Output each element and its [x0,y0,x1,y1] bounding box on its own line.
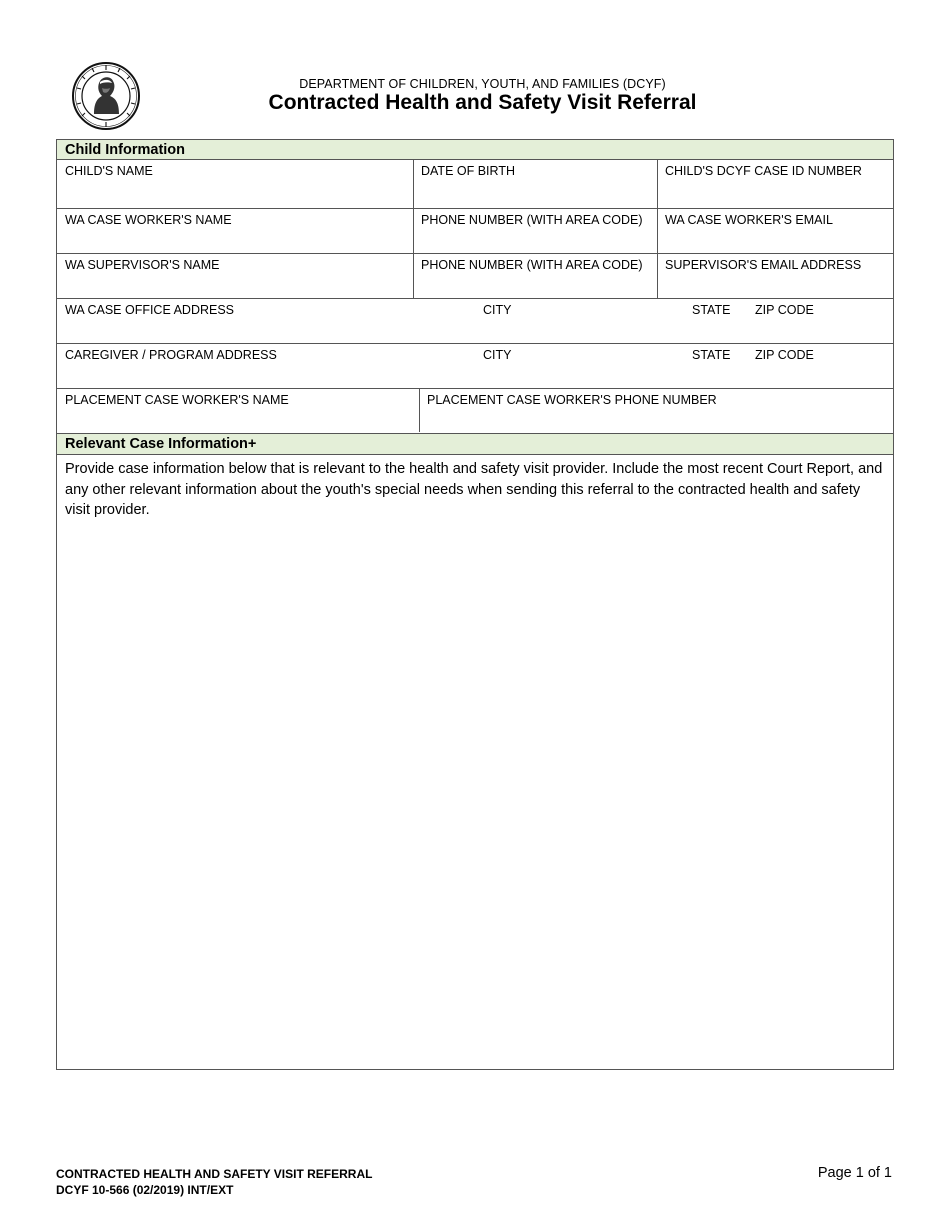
placement-worker-phone-field[interactable]: PLACEMENT CASE WORKER'S PHONE NUMBER [427,393,717,407]
page-number: Page 1 of 1 [817,1165,892,1181]
supervisor-phone-field[interactable]: PHONE NUMBER (WITH AREA CODE) [421,258,643,272]
row-supervisor [57,254,893,299]
relevant-case-information-heading: Relevant Case Information+ [57,433,893,455]
row-office-address[interactable] [57,299,893,344]
case-worker-name-field[interactable]: WA CASE WORKER'S NAME [65,213,232,227]
child-information-heading: Child Information [57,140,893,160]
caregiver-zip-label: ZIP CODE [755,348,814,362]
caregiver-address-label: CAREGIVER / PROGRAM ADDRESS [65,348,277,362]
row-caregiver-address[interactable] [57,344,893,389]
supervisor-name-field[interactable]: WA SUPERVISOR'S NAME [65,258,220,272]
footer-form-name: CONTRACTED HEALTH AND SAFETY VISIT REFERRAL [56,1167,373,1181]
department-name: DEPARTMENT OF CHILDREN, YOUTH, AND FAMILIES (DCYF) [299,77,666,91]
caregiver-state-label: STATE [692,348,731,362]
office-address-label: WA CASE OFFICE ADDRESS [65,303,235,317]
placement-worker-name-field[interactable]: PLACEMENT CASE WORKER'S NAME [65,393,289,407]
footer-form-number: DCYF 10-566 (02/2019) INT/EXT [56,1183,234,1197]
case-worker-phone-field[interactable]: PHONE NUMBER (WITH AREA CODE) [421,213,643,227]
office-state-label: STATE [692,303,731,317]
form-title: Contracted Health and Safety Visit Referral [268,91,697,114]
date-of-birth-field[interactable]: DATE OF BIRTH [421,164,515,178]
childs-name-field[interactable]: CHILD'S NAME [65,164,153,178]
row-child-identity [57,160,893,209]
case-worker-email-field[interactable]: WA CASE WORKER'S EMAIL [665,213,833,227]
caregiver-city-label: CITY [483,348,512,362]
case-id-field[interactable]: CHILD'S DCYF CASE ID NUMBER [665,164,862,178]
case-information-instructions[interactable]: Provide case information below that is relevant to the health and safety visit provider. Include the most recent Court Report, and any other relevant information about the youth's special needs when sending this referral to the contracted health and safety visit provider. [65,461,883,518]
office-zip-label: ZIP CODE [755,303,814,317]
row-case-worker [57,209,893,254]
form-footer [56,1166,372,1198]
row-placement-worker [57,389,893,432]
washington-state-seal [72,62,140,130]
supervisor-email-field[interactable]: SUPERVISOR'S EMAIL ADDRESS [665,258,862,272]
office-city-label: CITY [483,303,512,317]
referral-form [56,139,894,1070]
